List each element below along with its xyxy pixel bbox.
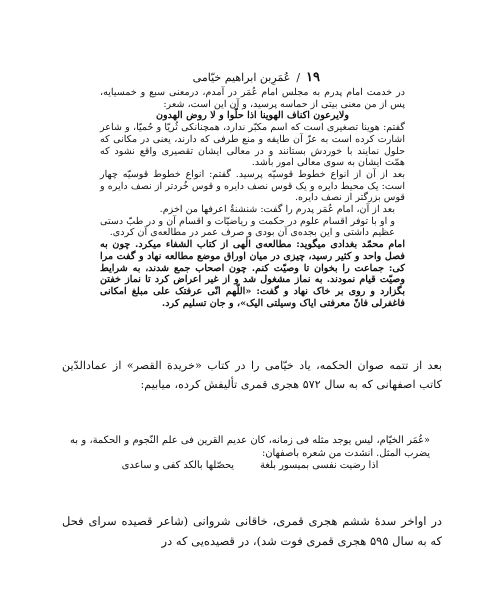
body-paragraph xyxy=(62,356,442,394)
paragraph: امام محمّد بغدادی میگوید: مطالعه‌ی الٰهی از کتاب الشفاء میکرد. چون به فصل واحد و کثیر رسید، چیزی در میان اوراق موضع مطالعه نهاد و گفت مرا کی: جماعت را بخوان تا وصیّت کنم. چون اصحاب جمع شدند، به شرایط وصیّت قیام نمودند. به نماز مشغول شد و از غیر اعراض کرد تا نماز خفتن بگزارد و روی بر خاک نهاد و گفت: «اللّهم انّی عرفتک علی مبلغ امکانی فاغفرلی فانّ معرفتی ایاک وسیلتی الیک»، و جان تسلیم کرد. xyxy=(100,239,405,309)
page-header xyxy=(120,70,320,85)
page-number: ۱۹ xyxy=(306,70,320,85)
paragraph: و او با توفر اقسام علوم در حکمت و ریاضیّات و اقسام آن و در طبّ دستی عظیم داشتی و این بجده‌ی آن بودی و صرف عمر در مطالعه‌ی آن کردی. xyxy=(100,215,395,239)
hemistich-left: یحصّلها بالکد کفی و ساعدی xyxy=(121,460,235,471)
arabic-quote xyxy=(70,435,430,473)
header-separator: / xyxy=(296,71,301,84)
verse-line: ولایرعون اکناف الهوینا اذا حلّوا و لا روض الهدون xyxy=(156,110,349,122)
running-title: عُمَرِبن ابراهیم خیّامی xyxy=(192,71,291,84)
paragraph: گفتم: هوینا تصغیری است که اسم مکبّر ندارد، همچنانکی ثُریّا و حُمیّا، و شاعر اشارت کرده است به عزّ آن طایفه و منع طرفی که دارند، یعنی در مکانی که حلول نمایند با خوردش بستانند و در معالی ایشان تقصیری واقع نشود که همّت ایشان به سوی معالی امور باشد. xyxy=(100,122,405,169)
hemistich-right: اذا رضیت نفسی بمیسور بلغة xyxy=(260,460,379,471)
paragraph: در اواخر سدهٔ ششم هجری قمری، خاقانی شروانی (شاعر قصیده سرای فحل که به سال ۵۹۵ هجری قمری فوت شد)، در قصیده‌یی که در xyxy=(62,514,442,548)
paragraph: بعد از آن، امام عُمَر پدرم را گفت: شنشنةٌ اعرفها من اخزم. xyxy=(159,204,395,216)
closing-paragraph xyxy=(62,512,442,551)
dense-text-block xyxy=(100,87,405,309)
paragraph: بعد از تتمه صوان الحکمه، یاد خیّامی را در کتاب «خریدة القصر» از عمادالدّین کاتب اصفهانی که به سال ۵۷۲ هجری قمری تألیفش کرده، میابیم: xyxy=(62,359,442,391)
paragraph: بعد از آن از انواع خطوط قوسیّه پرسید. گفتم: انواع خطوط قوسیّه چهار است: یک محیط دایره و یک قوس نصف دایره و قوس خُردتر از نصف دایره و قوس بزرگتر از نصف دایره. xyxy=(100,168,405,204)
paragraph: در خدمت امام پدرم به مجلس امام عُمَر در آمدم، درمعنی سبع و خمسیایه، پس از من معنی بیتی از حماسه پرسید، و آن این است، شعر: xyxy=(100,87,405,110)
quote-text: «عُمَر الخیّام، لیس یوجد مثله فی زمانه، کان عدیم القرین فی علم النّجوم و الحکمة، و به یضرب المثل. انشدت من شعره باصفهان: xyxy=(70,435,430,459)
poem-couplet xyxy=(70,460,430,473)
